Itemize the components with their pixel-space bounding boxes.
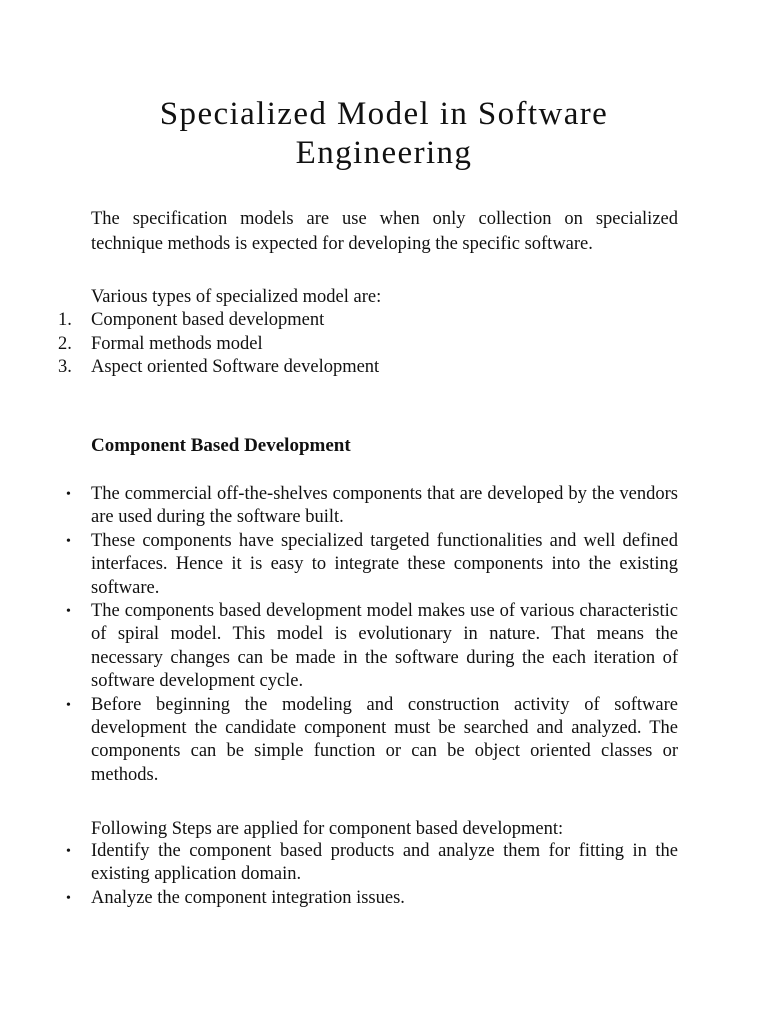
list-item-text: Analyze the component integration issues.	[91, 887, 405, 908]
steps-lead-text: Following Steps are applied for component based development:	[91, 819, 564, 839]
list-item-text: Aspect oriented Software development	[91, 357, 380, 377]
intro-paragraph: The specification models are use when only collection on specialized technique methods is expected for developing the specific software.	[91, 209, 678, 254]
list-number: 2.	[58, 333, 72, 354]
list-item-text: Before beginning the modeling and construction activity of software development the candidate component must be searched and analyzed. The components can be simple function or can be object oriented classes or methods.	[91, 694, 678, 785]
steps-bullet-list	[0, 840, 768, 910]
types-lead-text: Various types of specialized model are:	[91, 287, 382, 307]
bullet-icon: •	[66, 533, 71, 549]
list-item-text: These components have specialized targeted functionalities and well defined interfaces. Hence it is easy to integrate these components into the existing software.	[91, 530, 678, 598]
list-item	[0, 840, 678, 887]
list-item	[0, 530, 678, 600]
list-item-text: The components based development model makes use of various characteristic of spiral model. This model is evolutionary in nature. That means the necessary changes can be made in the software during the each iteration of software development cycle.	[91, 601, 678, 692]
list-item-text: Formal methods model	[91, 333, 263, 354]
list-item-text: Identify the component based products and analyze them for fitting in the existing application domain.	[91, 841, 678, 885]
bullet-icon: •	[66, 487, 71, 502]
section-heading: Component Based Development	[91, 435, 351, 456]
bullet-icon: •	[66, 697, 71, 713]
list-item	[0, 887, 678, 910]
list-item	[0, 356, 700, 380]
list-item-text: Component based development	[91, 310, 325, 330]
bullet-icon: •	[66, 890, 71, 906]
page-title	[0, 95, 768, 173]
model-types-list	[0, 309, 700, 380]
page-title-line-2: Engineering	[295, 135, 473, 171]
list-item	[0, 483, 678, 530]
list-number: 3.	[58, 357, 72, 377]
list-item	[0, 694, 678, 788]
page-title-line-1: Specialized Model in Software	[159, 96, 609, 132]
list-item	[0, 600, 678, 694]
bullet-icon: •	[66, 604, 71, 620]
bullet-icon: •	[66, 844, 71, 859]
list-item-text: The commercial off-the-shelves components that are developed by the vendors are used during the software built.	[91, 484, 678, 528]
list-item	[0, 333, 700, 357]
list-number: 1.	[58, 310, 72, 330]
list-item	[0, 309, 700, 333]
component-bullet-list	[0, 483, 768, 787]
